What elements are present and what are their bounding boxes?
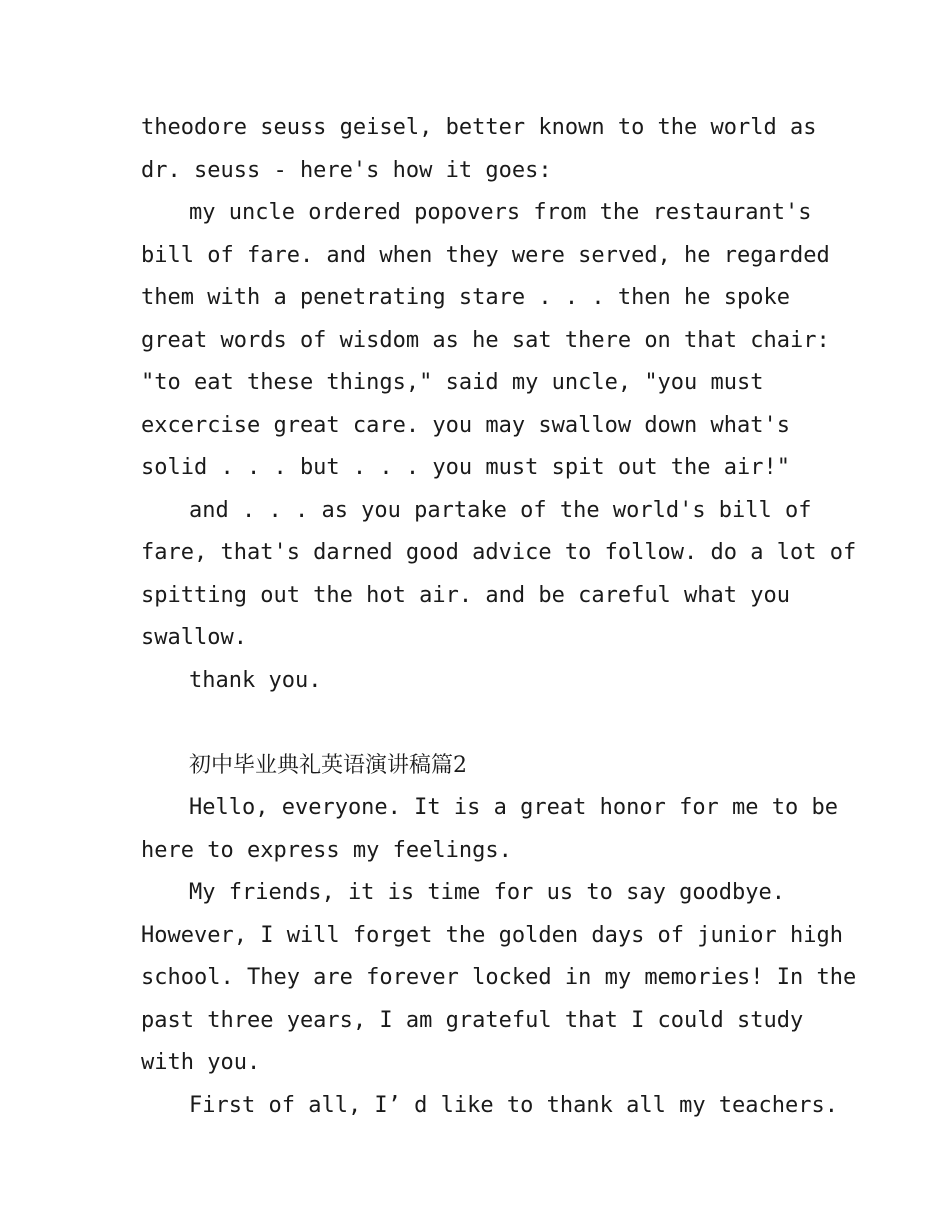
blank-line (141, 702, 821, 745)
text-line: past three years, I am grateful that I could study (141, 1007, 804, 1033)
speech-part-1 (141, 107, 857, 702)
text-line: thank you. (189, 667, 322, 693)
text-line: great words of wisdom as he sat there on that chair: (141, 327, 830, 353)
text-line: Hello, everyone. It is a great honor for me to be (189, 795, 839, 820)
text-line: them with a penetrating stare . . . then he spoke (141, 285, 791, 310)
text-line: spitting out the hot air. and be careful what you (141, 582, 791, 608)
text-line: my uncle ordered popovers from the restaurant's (189, 200, 812, 225)
text-line: fare, that's darned good advice to follow. do a lot of (141, 540, 857, 565)
text-line: bill of fare. and when they were served, he regarded (141, 242, 830, 268)
text-line: "to eat these things," said my uncle, "you must (141, 370, 764, 395)
text-line: swallow. (141, 625, 247, 650)
text-line: However, I will forget the golden days of junior high (141, 922, 843, 948)
text-line: solid . . . but . . . you must spit out the air!" (141, 455, 791, 480)
speech-part-2 (141, 787, 857, 1127)
text-line: and . . . as you partake of the world's bill of (189, 497, 812, 523)
text-line: here to express my feelings. (141, 837, 512, 863)
text-line: theodore seuss geisel, better known to the world as (141, 115, 817, 140)
text-line: dr. seuss - here's how it goes: (141, 157, 552, 183)
document-body (141, 107, 857, 1127)
text-line: My friends, it is time for us to say goodbye. (189, 880, 786, 905)
text-line: school. They are forever locked in my memories! In the (141, 965, 857, 990)
text-line: First of all, I’ d like to thank all my teachers. (189, 1092, 839, 1118)
section-heading: 初中毕业典礼英语演讲稿篇2 (189, 752, 467, 778)
text-line: excercise great care. you may swallow down what's (141, 412, 791, 438)
text-line: with you. (141, 1050, 261, 1075)
